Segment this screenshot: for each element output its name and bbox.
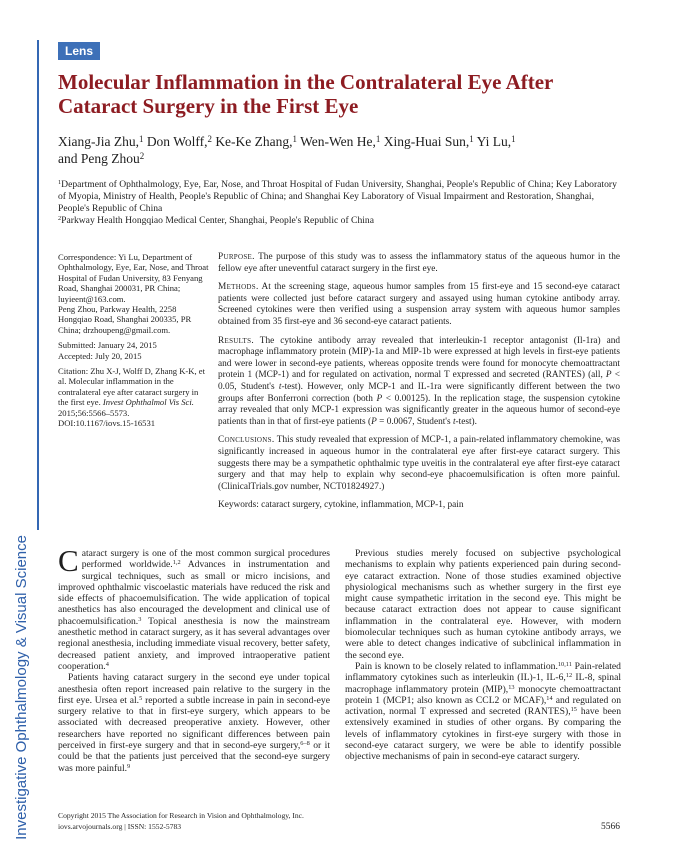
citation [58, 366, 210, 418]
author-affiliation-marker: 1 [511, 134, 516, 144]
body-column-left [58, 543, 331, 774]
text-run: have been extensively examined in studies of other organs. By comparing the levels of inflammatory cytokines in first-eye surgery with those in second-eye cataract surgery, we were be able to identify possible objective mechanisms of pain in second-eye cataract surgery. [345, 706, 621, 763]
correspondence-label: Correspondence: [58, 252, 117, 262]
italic-run: t [278, 381, 282, 392]
text-run: < 0.05, Student's [218, 370, 620, 392]
author [300, 134, 380, 149]
affiliation-marker: 1 [58, 179, 62, 187]
body-paragraph [58, 672, 330, 774]
author-affiliation-marker: 1 [138, 134, 144, 144]
keywords-label: Keywords: [218, 500, 259, 511]
abstract-text [218, 252, 620, 274]
affiliations [58, 179, 620, 227]
abstract-heading: Conclusions. [218, 435, 275, 446]
text-run: Patients having cataract surgery in the second eye under topical anesthesia often report increased pain relative to the surgery in the first eye. Ursea et al. [58, 672, 330, 706]
page-title: Molecular Inflammation in the Contralateral Eye After Cataract Surgery in the First Eye [58, 70, 553, 118]
text-run: < 0.00125). In the replication stage, the suspension cytokine array revealed that only MCP-1 expression was significantly greater in the aqueous humor of second-eye patients than in that of first-eye patients ( [218, 393, 620, 427]
text-run: At the screening stage, aqueous humor samples from 15 first-eye and 15 second-eye cataract patients were collected just before cataract surgery and assayed using human cytokine antibody array. Screened cytokines were then verified using a suspension array system with aqueous humor samples obtained from 35 first-eye and 36 second-eye cataract patients. [218, 282, 620, 327]
text-run: ataract surgery is one of the most common surgical procedures performed worldwide. [81, 548, 330, 571]
abstract-purpose [218, 252, 620, 275]
italic-run: P [371, 416, 377, 427]
body-paragraph [345, 548, 621, 661]
text-run: Previous studies merely focused on subjective psychological mechanisms to explain why patients experienced pain during second-eye cataract extraction. None of those studies examined objective physiological mechanisms such as whether surgery in the first eye might cause sympathetic irritation in the second eye. This might be because cataract extraction does not appear to cause significant inflammation in the contralateral eye. However, with modern biomolecular techniques such as human cytokine antibody arrays, we were able to detect changes indicative of subclinical inflammation in the second eye. [345, 548, 621, 661]
accepted-date: Accepted: July 20, 2015 [58, 350, 142, 361]
correspondence-text: Peng Zhou, Parkway Health, 2258 Hongqiao Road, Shanghai 200335, PR China; drzhoupeng@gmail.com. [58, 304, 192, 335]
author-list [58, 133, 618, 167]
author [81, 151, 144, 166]
text-run: The cytokine antibody array revealed that interleukin-1 receptor antagonist (Il-1ra) and macrophage inflammatory protein (MIP)-1a and MIP-1b were expressed at high levels in first-eye patients and were lower in second-eye patients, whereas opposite trends were found for monocyte chemoattractant protein 1 (MCP-1) and for regulated on activation, normal T expressed and secreted (RANTES) (all, [218, 335, 621, 381]
paragraph-text [58, 543, 330, 672]
affiliation-text: Parkway Health Hongqiao Medical Center, Shanghai, People's Republic of China [61, 215, 374, 226]
citation-superscript: 14 [546, 695, 553, 703]
author [147, 134, 212, 149]
abstract-conclusions [218, 435, 620, 493]
author-affiliation-marker: 1 [469, 134, 474, 144]
text-run: Advances in instrumentation and surgical techniques, such as small or micro incisions, and improved ophthalmic viscoelastic materials have reduced the risk and side effects of phacoemulsification. The wide application of topical anesthetics has also encouraged the development and clinical use of phacoemulsification. [58, 559, 330, 627]
text-run: -test). [455, 416, 477, 427]
drop-cap: C [58, 543, 79, 578]
citation-superscript: 13 [508, 683, 515, 691]
author [477, 134, 516, 149]
paragraph-text [58, 672, 330, 773]
article-info-sidebar [58, 252, 210, 429]
author-affiliation-marker: 2 [139, 151, 145, 161]
italic-run: t [452, 416, 456, 427]
paragraph-text [345, 548, 621, 661]
category-tab: Lens [58, 42, 100, 60]
text-run: and regulated on activation, normal T expressed and secreted (RANTES), [345, 694, 621, 718]
italic-run: P [605, 370, 612, 381]
author-name: Ke-Ke Zhang, [215, 134, 293, 149]
keywords [218, 500, 620, 512]
citation-superscript: 1,2 [172, 559, 181, 567]
author-name: Peng Zhou [80, 151, 140, 166]
abstract-text [218, 435, 620, 491]
abstract-text [218, 336, 620, 427]
abstract-methods [218, 282, 620, 328]
page-number: 5566 [601, 822, 620, 832]
text-run: IL-8, spinal macrophage inflammatory protein (MIP), [345, 672, 621, 695]
text-run: monocyte chemoattractant protein 1 (MCP1; also known as CCL2 or MCAF), [345, 683, 621, 706]
affiliation-text: Department of Ophthalmology, Eye, Ear, Nose, and Throat Hospital of Fudan University, Shanghai, People's Republic of China; Key Laboratory of Myopia, Ministry of Health, People's Republic of China; and Shanghai Key Laboratory of Visual Impairment and Restoration, Shanghai, People's Republic of China [58, 179, 617, 214]
affiliation-marker: 2 [58, 215, 62, 223]
author-name: Don Wolff, [146, 134, 208, 149]
body-paragraph [345, 661, 621, 763]
keywords-text: cataract surgery, cytokine, inflammation, MCP-1, pain [261, 500, 464, 511]
body-column-right [345, 548, 621, 763]
citation-superscript: 6–8 [300, 740, 310, 748]
text-run: 2015;56:5566–5573. [58, 407, 130, 418]
abstract-heading: Purpose. [218, 252, 255, 262]
author-name: Xiang-Jia Zhu, [58, 134, 139, 149]
italic-run: P [376, 393, 383, 404]
citation-superscript: 12 [565, 672, 573, 680]
citation-superscript: 10,11 [557, 661, 572, 669]
text-run: Citation: Zhu X-J, Wolff D, Zhang K-K, et al. Molecular inflammation in the contralateral eye after cataract surgery in the first eye. [58, 366, 205, 408]
citation-superscript: 3 [138, 615, 142, 623]
correspondence [58, 304, 210, 335]
citation-superscript: 4 [105, 661, 109, 669]
text-run: or it could be that the patients just perceived that the second-eye surgery was more painful. [58, 740, 331, 774]
copyright-notice: Copyright 2015 The Association for Research in Vision and Ophthalmology, Inc. [58, 811, 304, 820]
italic-run: Invest Ophthalmol Vis Sci. [102, 397, 194, 408]
journal-site-issn: iovs.arvojournals.org | ISSN: 1552-5783 [58, 821, 182, 831]
author-connector: and [58, 151, 78, 166]
text-run: Pain-related inflammatory cytokines such as interleukin (IL)-1, IL-6, [345, 660, 621, 684]
author-name: Yi Lu, [476, 134, 512, 149]
citation-superscript: 5 [139, 695, 143, 703]
author-name: Xing-Huai Sun, [383, 134, 470, 149]
author-affiliation-marker: 1 [292, 134, 297, 144]
paragraph-text [345, 661, 621, 762]
doi: DOI:10.1167/iovs.15-16531 [58, 418, 156, 429]
abstract-text [218, 282, 620, 327]
author [58, 134, 143, 149]
text-run: reported a subtle increase in pain in second-eye surgery relative to that in first-eye surgery, which appears to be associated with decreased preoperative anxiety. However, other researchers have reported no significant differences between pain perceived in first-eye surgery and that in second-eye surgery, [58, 694, 330, 752]
author-affiliation-marker: 1 [375, 134, 381, 144]
citation-superscript: 15 [570, 706, 577, 714]
abstract [218, 252, 620, 512]
author-name: Wen-Wen He, [300, 134, 376, 149]
citation-superscript: 9 [127, 762, 131, 770]
abstract-heading: Methods. [218, 282, 259, 293]
abstract-results [218, 336, 620, 429]
affiliation-item [58, 215, 620, 227]
correspondence-text: Yi Lu, Department of Ophthalmology, Eye, Ear, Nose, and Throat Hospital of Fudan University, 83 Fenyang Road, Shanghai 200031, PR China; luyieent@163.com. [58, 252, 209, 304]
body-paragraph [58, 543, 330, 672]
text-run: This study revealed that expression of MCP-1, a pain-related inflammatory chemokine, was significantly increased in aqueous humor in the contralateral eye after first-eye cataract surgery. This suggests there may be a sympathetic ophthalmic type uveitis in the contralateral eye after first-eye cataract surgery and that may help to explain why second-eye phacoemulsification is often more painful. (ClinicalTrials.gov number, NCT01824927.) [218, 435, 620, 492]
text-run: -test). However, only MCP-1 and IL-1ra were significantly different between the two groups after Bonferroni correction (both [218, 381, 620, 404]
text-run: The purpose of this study was to assess the inflammatory status of the aqueous humor in the fellow eye after uneventful cataract surgery in the first eye. [218, 252, 620, 274]
abstract-heading: Results. [218, 335, 254, 346]
author [215, 134, 297, 149]
submitted-date: Submitted: January 24, 2015 [58, 340, 157, 351]
author [384, 134, 474, 149]
journal-name-vertical: Investigative Ophthalmology & Visual Science [13, 535, 30, 840]
text-run: Pain is known to be closely related to inflammation. [355, 660, 558, 672]
text-run: = 0.0067, Student's [376, 416, 453, 427]
text-run: Topical anesthesia is now the mainstream anesthetic method in cataract surgery, as it has several advantages over regional anesthesia, including immediate visual recovery, better safety, decreased patient anxiety, and improved intraoperative patient cooperation. [58, 615, 330, 672]
affiliation-item [58, 179, 620, 215]
correspondence [58, 252, 210, 304]
page-footer [58, 811, 478, 832]
journal-margin-rule [37, 40, 39, 530]
author-affiliation-marker: 2 [207, 134, 212, 144]
